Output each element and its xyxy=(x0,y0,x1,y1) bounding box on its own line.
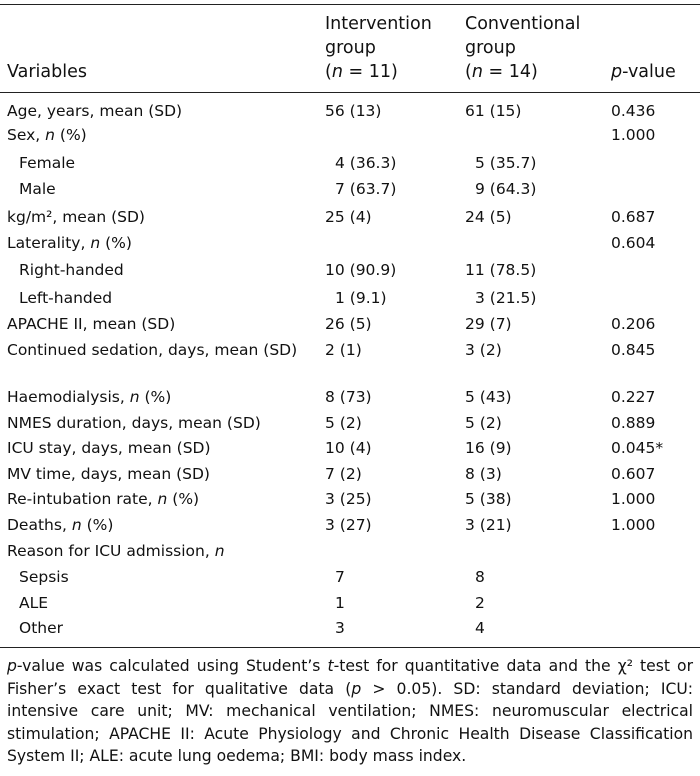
conventional-value: 5 (43) xyxy=(465,388,512,406)
intervention-value: 8 (73) xyxy=(325,388,372,406)
conventional-value: 5 (2) xyxy=(465,414,502,432)
row-label: kg/m², mean (SD) xyxy=(7,208,145,226)
p-value: 1.000 xyxy=(611,490,656,508)
intervention-value: 3 (27) xyxy=(325,516,372,534)
row-label: Deaths, n (%) xyxy=(7,516,114,534)
row-label: Continued sedation, days, mean (SD) xyxy=(7,341,298,359)
row-label: Sex, n (%) xyxy=(7,126,87,144)
row-label: Haemodialysis, n (%) xyxy=(7,388,172,406)
intervention-value: 7 (2) xyxy=(325,465,362,483)
intervention-value: 10 (4) xyxy=(325,439,372,457)
p-value: 0.045* xyxy=(611,439,664,457)
intervention-value: 5 (2) xyxy=(325,414,362,432)
header-bottom-rule xyxy=(0,92,700,93)
row-label: Male xyxy=(19,180,56,198)
conventional-value: 2 xyxy=(475,594,485,612)
intervention-value: 1 xyxy=(335,594,345,612)
row-label: ALE xyxy=(19,594,49,612)
intervention-value: 7 (63.7) xyxy=(335,180,397,198)
row-label: Age, years, mean (SD) xyxy=(7,102,183,120)
intervention-value: 3 (25) xyxy=(325,490,372,508)
row-label: Left-handed xyxy=(19,289,113,307)
conventional-value: 29 (7) xyxy=(465,315,512,333)
intervention-value: 4 (36.3) xyxy=(335,154,397,172)
row-label: Right-handed xyxy=(19,261,124,279)
conventional-value: 8 xyxy=(475,568,485,586)
conventional-value: 24 (5) xyxy=(465,208,512,226)
header-intervention-group: Intervention group (n = 11) xyxy=(325,14,432,82)
conventional-value: 9 (64.3) xyxy=(475,180,537,198)
intervention-value: 7 xyxy=(335,568,345,586)
row-label: APACHE II, mean (SD) xyxy=(7,315,176,333)
header-p-value: p-value xyxy=(611,62,676,82)
row-label: MV time, days, mean (SD) xyxy=(7,465,210,483)
conventional-value: 3 (2) xyxy=(465,341,502,359)
conventional-value: 8 (3) xyxy=(465,465,502,483)
intervention-value: 25 (4) xyxy=(325,208,372,226)
conventional-value: 11 (78.5) xyxy=(465,261,537,279)
row-label: Female xyxy=(19,154,76,172)
row-label: Reason for ICU admission, n xyxy=(7,542,225,560)
table-footnote: p-value was calculated using Student’s t-test for quantitative data and the χ² test or Fisher’s exact test for qualitative data (p > 0.05). SD: standard deviation; ICU: intensive care unit; MV: mechanical ventilation; NMES: neuromuscular electrical stimulation; APACHE II: Acute Physiology and Chronic Health Disease Classification System II; ALE: acute lung oedema; BMI: body mass index. xyxy=(7,657,694,765)
header-variables: Variables xyxy=(7,62,87,82)
row-label: Laterality, n (%) xyxy=(7,234,132,252)
conventional-value: 3 (21.5) xyxy=(475,289,537,307)
p-value: 0.687 xyxy=(611,208,656,226)
p-value: 0.889 xyxy=(611,414,656,432)
row-label: NMES duration, days, mean (SD) xyxy=(7,414,261,432)
conventional-value: 3 (21) xyxy=(465,516,512,534)
intervention-value: 56 (13) xyxy=(325,102,382,120)
row-label: Other xyxy=(19,619,64,637)
conventional-value: 4 xyxy=(475,619,485,637)
intervention-value: 1 (9.1) xyxy=(335,289,387,307)
header-conventional-group: Conventional group (n = 14) xyxy=(465,14,581,82)
table-bottom-rule xyxy=(0,647,700,648)
intervention-value: 26 (5) xyxy=(325,315,372,333)
table-top-rule xyxy=(0,4,700,5)
p-value: 1.000 xyxy=(611,126,656,144)
p-value: 0.436 xyxy=(611,102,656,120)
p-value: 0.845 xyxy=(611,341,656,359)
row-label: ICU stay, days, mean (SD) xyxy=(7,439,211,457)
p-value: 0.206 xyxy=(611,315,656,333)
row-label: Re-intubation rate, n (%) xyxy=(7,490,200,508)
conventional-value: 5 (38) xyxy=(465,490,512,508)
intervention-value: 2 (1) xyxy=(325,341,362,359)
conventional-value: 5 (35.7) xyxy=(475,154,537,172)
p-value: 0.227 xyxy=(611,388,656,406)
conventional-value: 16 (9) xyxy=(465,439,512,457)
p-value: 1.000 xyxy=(611,516,656,534)
intervention-value: 3 xyxy=(335,619,345,637)
intervention-value: 10 (90.9) xyxy=(325,261,397,279)
p-value: 0.607 xyxy=(611,465,656,483)
row-label: Sepsis xyxy=(19,568,69,586)
conventional-value: 61 (15) xyxy=(465,102,522,120)
p-value: 0.604 xyxy=(611,234,656,252)
